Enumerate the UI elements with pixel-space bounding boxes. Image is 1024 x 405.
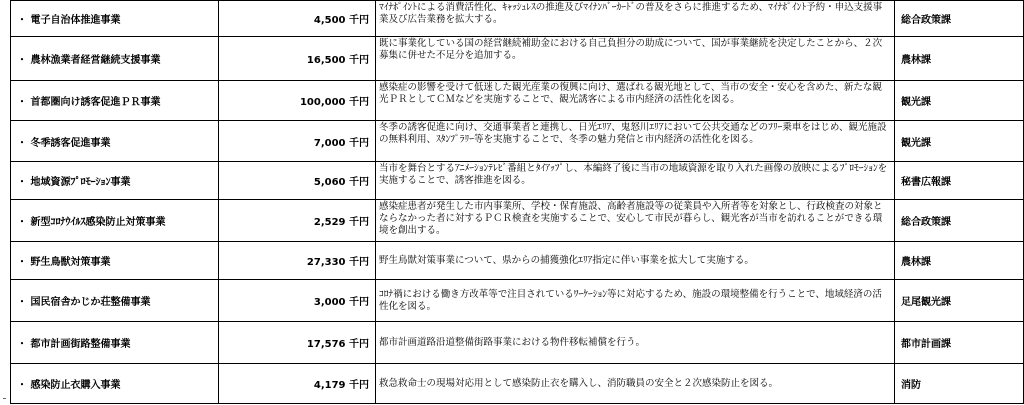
project-amount: 7,000 千円 — [219, 121, 376, 162]
project-description: 都市計画道路沿道整備街路事業における物件移転補償を行う。 — [376, 322, 895, 364]
project-department: 足尾観光課 — [895, 280, 1024, 322]
project-name: ・ 電子自治体推進事業 — [11, 1, 219, 37]
project-name: ・ 国民宿舎かじか荘整備事業 — [11, 280, 219, 322]
project-department: 観光課 — [895, 121, 1024, 162]
project-department: 農林課 — [895, 242, 1024, 280]
project-name: ・ 感染防止衣購入事業 — [11, 364, 219, 404]
table-row — [11, 37, 1024, 81]
project-amount: 2,529 千円 — [219, 200, 376, 242]
project-name: ・ 首都圏向け誘客促進ＰＲ事業 — [11, 81, 219, 121]
project-name: ・ 地域資源ﾌﾟﾛﾓｰｼｮﾝ事業 — [11, 162, 219, 200]
project-description: 救急救命士の現場対応用として感染防止衣を購入し、消防職員の安全と２次感染防止を図る。 — [376, 364, 895, 404]
table-row — [11, 242, 1024, 280]
project-name: ・ 新型ｺﾛﾅｳｲﾙｽ感染防止対策事業 — [11, 200, 219, 242]
project-department: 都市計画課 — [895, 322, 1024, 364]
table-row — [11, 1, 1024, 37]
project-description: 野生鳥獣対策事業について、県からの捕獲強化ｴﾘｱ指定に伴い事業を拡大して実施する。 — [376, 242, 895, 280]
project-amount: 4,179 千円 — [219, 364, 376, 404]
project-department: 消防 — [895, 364, 1024, 404]
project-description: ｺﾛﾅ禍における働き方改革等で注目されているﾜｰｹｰｼｮﾝ等に対応するため、施設の環境整備を行うことで、地域経済の活性化を図る。 — [376, 280, 895, 322]
project-description: 感染症の影響を受けて低迷した観光産業の復興に向け、選ばれる観光地として、当市の安全・安心を含めた、新たな観光ＰＲとしてＣＭなどを実施することで、観光誘客による市内経済の活性化を図る。 — [376, 81, 895, 121]
project-description: ﾏｲﾅﾎﾟｲﾝﾄによる消費活性化、ｷｬｯｼｭﾚｽの推進及びﾏｲﾅﾝﾊﾞｰｶｰﾄﾞの普及をさらに推進するため、ﾏｲﾅﾎﾟｲﾝﾄ予約・申込支援事業及び広告業務を拡大する。 — [376, 1, 895, 37]
project-description: 既に事業化している国の経営継続補助金における自己負担分の助成について、国が事業継続を決定したことから、２次募集に併せた不足分を追加する。 — [376, 37, 895, 81]
project-name: ・ 農林漁業者経営継続支援事業 — [11, 37, 219, 81]
project-description: 当市を舞台とするｱﾆﾒｰｼｮﾝﾃﾚﾋﾞ番組とﾀｲｱｯﾌﾟし、本編終了後に当市の地域資源を取り入れた画像の放映によるﾌﾟﾛﾓｰｼｮﾝを実施することで、誘客推進を図る。 — [376, 162, 895, 200]
project-department: 総合政策課 — [895, 1, 1024, 37]
project-amount: 17,576 千円 — [219, 322, 376, 364]
project-department: 総合政策課 — [895, 200, 1024, 242]
margin-mark — [3, 398, 6, 399]
table-row — [11, 280, 1024, 322]
project-description: 冬季の誘客促進に向け、交通事業者と連携し、日光ｴﾘｱ、鬼怒川ｴﾘｱにおいて公共交通などのﾌﾘｰ乗車をはじめ、観光施設の無料利用、ｽﾀﾝﾌﾟﾗﾘｰ等を実施することで、冬季の魅力発信と市内経済の活性化を図る。 — [376, 121, 895, 162]
project-amount: 100,000 千円 — [219, 81, 376, 121]
project-department: 秘書広報課 — [895, 162, 1024, 200]
project-amount: 4,500 千円 — [219, 1, 376, 37]
project-amount: 27,330 千円 — [219, 242, 376, 280]
project-department: 農林課 — [895, 37, 1024, 81]
project-amount: 5,060 千円 — [219, 162, 376, 200]
project-amount: 3,000 千円 — [219, 280, 376, 322]
project-name: ・ 冬季誘客促進事業 — [11, 121, 219, 162]
project-name: ・ 都市計画街路整備事業 — [11, 322, 219, 364]
table-row — [11, 200, 1024, 242]
project-description: 感染症患者が発生した市内事業所、学校・保育施設、高齢者施設等の従業員や入所者等を対象とし、行政検査の対象とならなかった者に対するＰＣＲ検査を実施することで、安心して市民が暮らし、観光客が当市を訪れることができる環境を創出する。 — [376, 200, 895, 242]
project-department: 観光課 — [895, 81, 1024, 121]
table-row — [11, 121, 1024, 162]
supplementary-budget-table — [10, 0, 1024, 404]
project-amount: 16,500 千円 — [219, 37, 376, 81]
table-row — [11, 162, 1024, 200]
project-name: ・ 野生鳥獣対策事業 — [11, 242, 219, 280]
table-row — [11, 364, 1024, 404]
table-row — [11, 322, 1024, 364]
table-row — [11, 81, 1024, 121]
